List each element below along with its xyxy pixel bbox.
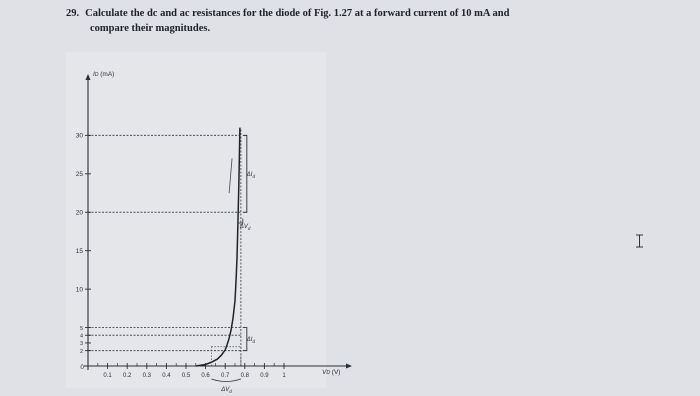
x-tick-label: 0.2 xyxy=(123,373,132,379)
origin-label: 0 xyxy=(80,364,84,371)
y-tick-label: 10 xyxy=(75,286,83,294)
x-tick-label: 0.8 xyxy=(240,373,249,379)
y-tick-label: 5 xyxy=(79,325,83,332)
problem-text-line1: Calculate the dc and ac resistances for the diode of Fig. 1.27 at a forward current of 10 mA and xyxy=(85,8,510,19)
x-axis-arrow-icon xyxy=(346,364,352,369)
y-tick-label: 4 xyxy=(79,333,83,340)
x-tick-label: 1 xyxy=(282,373,286,379)
problem-number: 29. xyxy=(66,8,80,19)
y-tick-label: 3 xyxy=(79,341,83,348)
y-tick-label: 30 xyxy=(75,132,83,140)
problem-text-line2: compare their magnitudes. xyxy=(90,23,211,34)
x-tick-label: 0.7 xyxy=(221,373,230,379)
delta-annotation-label: $\Delta I_d$ xyxy=(246,337,255,345)
x-axis-label: VD (V) xyxy=(322,369,341,376)
x-tick-label: 0.6 xyxy=(201,373,210,379)
delta-annotation-label: $\Delta I_d$ xyxy=(246,171,255,179)
y-tick-label: 15 xyxy=(75,247,83,255)
y-tick-label: 20 xyxy=(75,209,83,217)
delta-annotation-label: $\Delta V_d$ xyxy=(221,387,232,394)
x-tick-label: 0.1 xyxy=(103,373,112,379)
x-tick-label: 0.5 xyxy=(181,373,191,379)
text-cursor-icon xyxy=(636,234,643,248)
chart-background xyxy=(66,52,326,388)
x-tick-label: 0.3 xyxy=(142,373,151,379)
y-tick-label: 2 xyxy=(79,348,83,355)
y-axis-label: ID (mA) xyxy=(93,71,115,78)
x-tick-label: 0.4 xyxy=(162,373,171,379)
delta-annotation-label: $\Delta V_d$ xyxy=(239,224,251,232)
y-tick-label: 25 xyxy=(75,171,83,179)
x-tick-label: 0.9 xyxy=(260,373,269,379)
